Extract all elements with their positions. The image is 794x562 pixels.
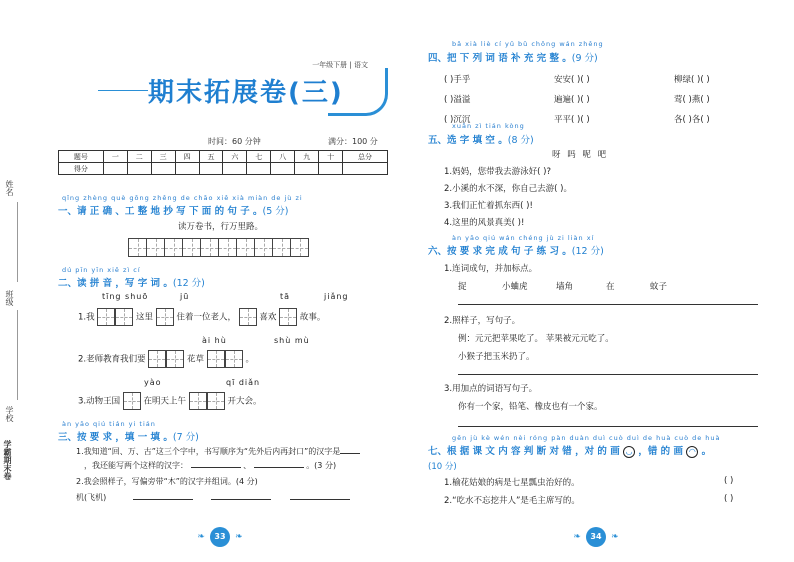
q-text: 、 — [243, 461, 252, 470]
answer-line[interactable] — [458, 426, 758, 427]
pinyin-tingshuo: tīng shuō — [102, 292, 149, 301]
score-table-cell: 九 — [295, 151, 319, 163]
s5-pinyin: xuǎn zì tián kòng — [452, 122, 525, 130]
s6-q1: 1.连词成句，并加标点。 — [444, 264, 538, 274]
title-line-left — [98, 90, 148, 91]
s5-item[interactable]: 1.妈妈，您带我去游泳好( )? — [444, 167, 551, 177]
s4-item[interactable]: 各( )各( ) — [674, 115, 710, 125]
s7-title-text: ，错 的 画 — [638, 446, 683, 457]
s3-q2: 2.我会照样子，写偏旁带“木”的汉字并组词。(4 分) — [76, 477, 258, 486]
s4-item[interactable]: 遍遍( )( ) — [554, 95, 590, 105]
word-tile: 捉 — [458, 282, 467, 292]
s4-item[interactable]: ( )溢溢 — [444, 95, 471, 105]
s4-item[interactable]: 柳绿( )( ) — [674, 75, 710, 85]
pinyin-shumu: shù mù — [274, 336, 310, 345]
score-table-cell: 题号 — [59, 151, 104, 163]
s1-title — [58, 203, 288, 217]
s7-pinyin: gēn jù kè wén nèi róng pàn duàn duì cuò duì de huà cuò de huà — [452, 434, 721, 442]
q-text: 1.我知道“回、万、古”这三个字中，书写顺序为“先外后内再封口”的汉字是 — [76, 447, 341, 456]
s3-title-text: 三、按 要 求 ，填 一 填 。 — [58, 432, 173, 443]
s6-words — [458, 280, 667, 292]
smiley-face-icon: ◡ — [623, 446, 635, 458]
score-input-cell[interactable] — [199, 163, 223, 175]
page-number-badge: 34 — [586, 527, 606, 547]
score-table-cell: 二 — [127, 151, 151, 163]
name-label: 姓名 — [5, 180, 14, 196]
s2-pinyin: dú pīn yīn xiě zì cí — [62, 266, 141, 274]
s2-q3 — [78, 392, 261, 410]
s7-item: 2.“吃水不忘挖井人”是毛主席写的。 — [444, 496, 580, 506]
copy-cell[interactable] — [236, 238, 255, 257]
s2-title — [58, 275, 205, 289]
title-decoration — [328, 68, 388, 116]
answer-box[interactable] — [207, 392, 225, 410]
answer-box[interactable] — [189, 392, 207, 410]
s7-score: (10 分) — [428, 462, 457, 472]
answer-box[interactable] — [97, 308, 115, 326]
q-num: 3. — [78, 396, 87, 407]
page-title: 期末拓展卷(三) — [148, 78, 344, 108]
pinyin-qidian: qī diǎn — [226, 378, 261, 387]
s5-choices: 呀 吗 呢 吧 — [552, 150, 609, 160]
right-page — [418, 40, 778, 555]
s2-score: (12 分) — [172, 278, 205, 289]
s4-score: (9 分) — [571, 53, 598, 64]
copy-grid[interactable] — [128, 238, 308, 257]
judge-paren[interactable]: ( ) — [724, 494, 734, 504]
s5-item[interactable]: 4.这里的风景真美( )! — [444, 218, 525, 228]
q-num: 1. — [78, 312, 87, 323]
score-input-cell[interactable] — [103, 163, 127, 175]
s2-title-text: 二、读 拼 音 ，写 字 词 。 — [58, 278, 173, 289]
s7-item: 1.榆花姑娘的病是七星瓢虫治好的。 — [444, 478, 580, 488]
copy-cell[interactable] — [146, 238, 165, 257]
q-num: 2. — [78, 354, 87, 365]
s2-q2 — [78, 350, 254, 368]
s4-item[interactable]: 安安( )( ) — [554, 75, 590, 85]
score-input-cell[interactable] — [151, 163, 175, 175]
pinyin-ju: jū — [180, 292, 190, 301]
score-input-cell[interactable] — [271, 163, 295, 175]
q-text: 这里 — [136, 312, 154, 323]
answer-box[interactable] — [148, 350, 166, 368]
s3-q1-line2 — [84, 460, 336, 471]
q-text: 。 — [245, 354, 254, 365]
score-table-cell: 总分 — [343, 151, 388, 163]
answer-box[interactable] — [166, 350, 184, 368]
score-table-cell: 八 — [271, 151, 295, 163]
page-number — [190, 524, 250, 547]
word-tile: 蚊子 — [650, 282, 668, 292]
copy-cell[interactable] — [272, 238, 291, 257]
s7-title — [428, 443, 711, 458]
brand-label: 学霸期末卷 — [3, 440, 12, 480]
example-text: 机(飞机) — [76, 493, 107, 502]
q-text: 动物王国 — [86, 396, 121, 407]
s5-title — [428, 132, 534, 146]
margin-line — [17, 202, 18, 282]
left-page — [58, 40, 388, 555]
answer-line[interactable] — [458, 374, 758, 375]
s6-task: 小猴子把玉米扔了。 — [458, 352, 535, 362]
copy-cell[interactable] — [182, 238, 201, 257]
q-score: 。(3 分) — [306, 461, 337, 470]
answer-box[interactable] — [207, 350, 225, 368]
word-tile: 小蛐虎 — [502, 282, 528, 292]
s4-row — [444, 70, 764, 90]
s6-pinyin: àn yāo qiú wán chéng jù zi liàn xí — [452, 234, 595, 242]
answer-box[interactable] — [225, 350, 243, 368]
s1-pinyin: qǐng zhèng què gōng zhěng de chāo xiě xià miàn de jù zi — [62, 194, 303, 202]
s3-pinyin: àn yāo qiú tián yi tián — [62, 420, 156, 428]
s4-item[interactable]: ( )手乎 — [444, 75, 471, 85]
q-text: ，我还能写两个这样的汉字： — [84, 461, 188, 470]
margin-line — [17, 310, 18, 400]
class-label: 班级 — [5, 290, 14, 306]
s6-title — [428, 243, 604, 257]
s6-score: (12 分) — [571, 246, 604, 257]
q-text: 开大会。 — [227, 396, 262, 407]
score-table — [58, 150, 388, 175]
answer-blank[interactable] — [211, 499, 271, 500]
s4-item[interactable]: 平平( )( ) — [554, 115, 590, 125]
answer-blank[interactable] — [191, 467, 241, 468]
s6-q2: 2.照样子，写句子。 — [444, 316, 521, 326]
answer-box[interactable] — [115, 308, 133, 326]
s4-row — [444, 90, 764, 110]
score-table-cell: 六 — [223, 151, 247, 163]
answer-box[interactable] — [239, 308, 257, 326]
copy-cell[interactable] — [290, 238, 309, 257]
s6-q3: 3.用加点的词语写句子。 — [444, 384, 538, 394]
score-table-cell: 七 — [247, 151, 271, 163]
s5-score: (8 分) — [507, 135, 534, 146]
word-tile: 在 — [606, 282, 615, 292]
q-text: 故事。 — [299, 312, 326, 323]
score-input-cell[interactable] — [175, 163, 199, 175]
s4-item[interactable]: ( )沉沉 — [444, 115, 471, 125]
score-input-cell[interactable] — [127, 163, 151, 175]
s4-title — [428, 50, 598, 64]
copy-cell[interactable] — [128, 238, 147, 257]
score-input-cell[interactable] — [223, 163, 247, 175]
answer-blank[interactable] — [290, 499, 350, 500]
sad-face-icon: ◠ — [686, 446, 698, 458]
s6-q3-sentence: 你有一个家，铅笔、橡皮也有一个家。 — [458, 402, 603, 412]
q-text: 老师教育我们要 — [86, 354, 146, 365]
pinyin-aihu: ài hù — [202, 336, 227, 345]
s4-item[interactable]: 莺( )燕( ) — [674, 95, 710, 105]
leaf-icon: ❧ — [611, 532, 619, 542]
q-text: 住着一位老人， — [176, 312, 236, 323]
s7-title-text: 。 — [701, 446, 712, 457]
score-table-header-row — [59, 151, 388, 163]
page-number-badge: 33 — [210, 527, 230, 547]
score-table-cell: 十 — [319, 151, 343, 163]
s5-item[interactable]: 3.我们正忙着抓东西( )! — [444, 201, 533, 211]
grade-tag: 一年级下册 | 语文 — [312, 61, 368, 69]
leaf-icon: ❧ — [197, 532, 205, 542]
s3-q1-line1 — [76, 446, 392, 457]
score-table-score-row — [59, 163, 388, 175]
s7-title-text: 七、根 据 课 文 内 容 判 断 对 错 ，对 的 画 — [428, 446, 620, 457]
answer-box[interactable] — [279, 308, 297, 326]
score-table-cell: 五 — [199, 151, 223, 163]
s6-example: 例：元元把苹果吃了。 苹果被元元吃了。 — [458, 334, 614, 344]
s5-items — [444, 164, 572, 232]
score-table-cell: 得分 — [59, 163, 104, 175]
score-input-cell[interactable] — [295, 163, 319, 175]
exam-time: 时间：60 分钟 — [208, 137, 261, 146]
leaf-icon: ❧ — [573, 532, 581, 542]
pinyin-ta: tā — [280, 292, 291, 301]
margin-strip — [0, 150, 40, 550]
judge-paren[interactable]: ( ) — [724, 476, 734, 486]
score-table-cell: 四 — [175, 151, 199, 163]
q-text: 花草 — [187, 354, 205, 365]
exam-full-score: 满分：100 分 — [328, 137, 378, 146]
page-number — [566, 524, 626, 547]
s1-sentence: 读万卷书，行万里路。 — [178, 222, 264, 232]
leaf-icon: ❧ — [235, 532, 243, 542]
s4-grid — [444, 70, 764, 130]
score-input-cell[interactable] — [247, 163, 271, 175]
answer-box[interactable] — [123, 392, 141, 410]
score-input-cell[interactable] — [343, 163, 388, 175]
s4-title-text: 四、把 下 列 词 语 补 充 完 整 。 — [428, 53, 572, 64]
copy-cell[interactable] — [254, 238, 273, 257]
s1-title-text: 一、请 正 确 、工 整 地 抄 写 下 面 的 句 子 。 — [58, 206, 263, 217]
s2-q1 — [78, 308, 325, 326]
copy-cell[interactable] — [218, 238, 237, 257]
s4-pinyin: bǎ xià liè cí yǔ bǔ chōng wán zhěng — [452, 40, 604, 48]
q-text: 我 — [86, 312, 95, 323]
s5-item[interactable]: 2.小溪的水不深，你自己去游( )。 — [444, 184, 572, 194]
pinyin-jiang: jiǎng — [324, 292, 349, 301]
q-text: 喜欢 — [259, 312, 277, 323]
score-table-cell: 一 — [103, 151, 127, 163]
s5-title-text: 五、选 字 填 空 。 — [428, 135, 508, 146]
q-text: 在明天上午 — [143, 396, 187, 407]
s3-example-row — [76, 492, 350, 503]
answer-line[interactable] — [458, 304, 758, 305]
s3-score: (7 分) — [172, 432, 199, 443]
answer-blank[interactable] — [254, 467, 304, 468]
copy-cell[interactable] — [164, 238, 183, 257]
word-tile: 墙角 — [556, 282, 574, 292]
title-banner — [58, 68, 388, 116]
school-label: 学校 — [5, 406, 14, 422]
score-input-cell[interactable] — [319, 163, 343, 175]
pinyin-yao: yào — [144, 378, 162, 387]
answer-blank[interactable] — [340, 453, 360, 454]
s6-title-text: 六、按 要 求 完 成 句 子 练 习 。 — [428, 246, 572, 257]
answer-box[interactable] — [156, 308, 174, 326]
answer-blank[interactable] — [133, 499, 193, 500]
copy-cell[interactable] — [200, 238, 219, 257]
score-table-cell: 三 — [151, 151, 175, 163]
s3-title — [58, 429, 199, 443]
s1-score: (5 分) — [262, 206, 289, 217]
